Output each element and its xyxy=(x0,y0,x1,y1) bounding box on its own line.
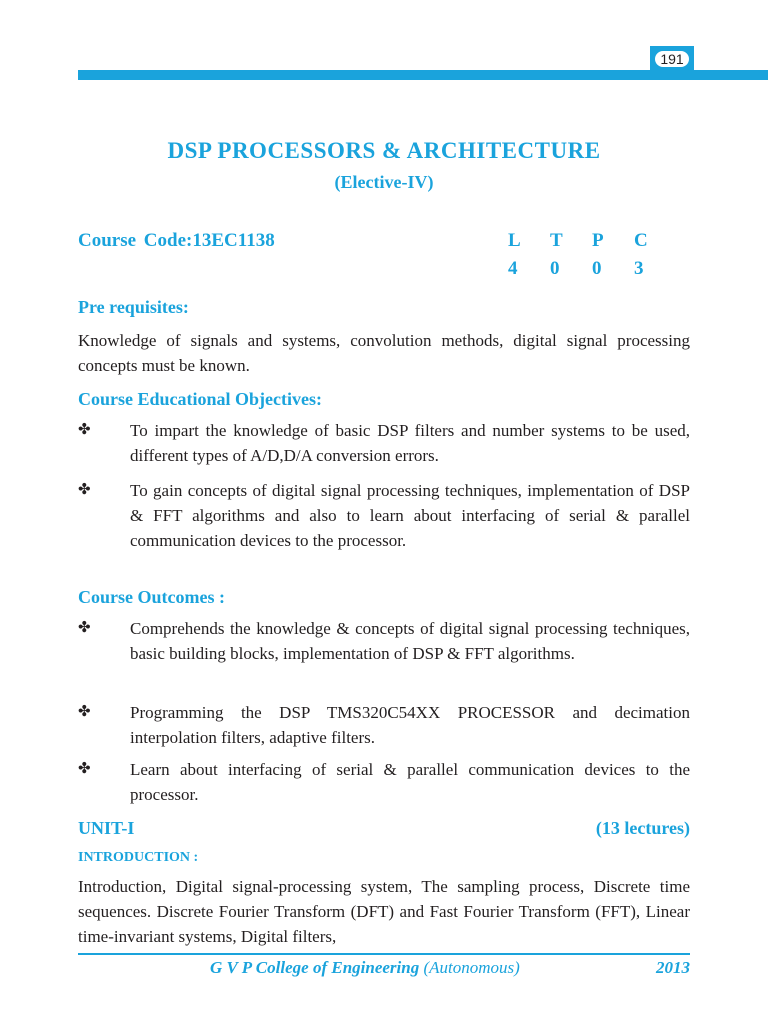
unit-text: Introduction, Digital signal-processing system, The sampling process, Discrete time sequences. Discrete Fourier Transform (DFT) and Fast Fourier Transform (FFT), Linear time-invariant systems, Digital filters, xyxy=(78,877,690,946)
unit-label: UNIT-I xyxy=(78,818,135,838)
ltpc-p-value: 0 xyxy=(592,258,602,279)
ltpc-c-value: 3 xyxy=(634,258,644,279)
prerequisites-heading: Pre requisites: xyxy=(78,297,189,317)
course-title: DSP PROCESSORS & ARCHITECTURE xyxy=(167,138,601,163)
page-number: 191 xyxy=(655,51,688,67)
ltpc-value-row xyxy=(508,258,676,280)
bullet-icon: ✤ xyxy=(78,422,91,438)
unit-section-heading: INTRODUCTION : xyxy=(78,850,199,865)
bullet-icon: ✤ xyxy=(78,704,91,720)
course-code: Course Code:13EC1138 xyxy=(78,230,275,251)
ltpc-c-header: C xyxy=(634,230,648,251)
outcome-text: Learn about interfacing of serial & parallel communication devices to the processor. xyxy=(130,760,690,804)
objectives-heading: Course Educational Objectives: xyxy=(78,389,322,409)
unit-heading xyxy=(78,818,690,839)
ltpc-l-header: L xyxy=(508,230,521,251)
prerequisites-text: Knowledge of signals and systems, convolution methods, digital signal processing concepts must be known. xyxy=(78,331,690,375)
objective-text: To impart the knowledge of basic DSP filters and number systems to be used, different types of A/D,D/A conversion errors. xyxy=(130,421,690,465)
outcome-text: Comprehends the knowledge & concepts of digital signal processing techniques, basic building blocks, implementation of DSP & FFT algorithms. xyxy=(130,619,690,663)
ltpc-l-value: 4 xyxy=(508,258,518,279)
page-number-badge xyxy=(650,46,694,72)
unit-lectures: (13 lectures) xyxy=(595,818,690,838)
ltpc-p-header: P xyxy=(592,230,604,251)
bullet-icon: ✤ xyxy=(78,620,91,636)
ltpc-t-value: 0 xyxy=(550,258,560,279)
outcomes-heading: Course Outcomes : xyxy=(78,587,225,607)
footer-college: G V P College of Engineering xyxy=(210,958,420,977)
bullet-icon: ✤ xyxy=(78,482,91,498)
ltpc-t-header: T xyxy=(550,230,563,251)
bottom-rule xyxy=(78,953,690,955)
bullet-icon: ✤ xyxy=(78,761,91,777)
objective-text: To gain concepts of digital signal processing techniques, implementation of DSP & FFT algorithms and also to learn about interfacing of serial & parallel communication devices to the processor. xyxy=(130,481,690,550)
footer-year: 2013 xyxy=(656,958,690,977)
course-subtitle: (Elective-IV) xyxy=(334,172,434,192)
footer-autonomous: (Autonomous) xyxy=(423,958,520,977)
ltpc-header-row xyxy=(508,230,676,252)
outcome-text: Programming the DSP TMS320C54XX PROCESSOR and decimation interpolation filters, adaptive filters. xyxy=(130,703,690,747)
